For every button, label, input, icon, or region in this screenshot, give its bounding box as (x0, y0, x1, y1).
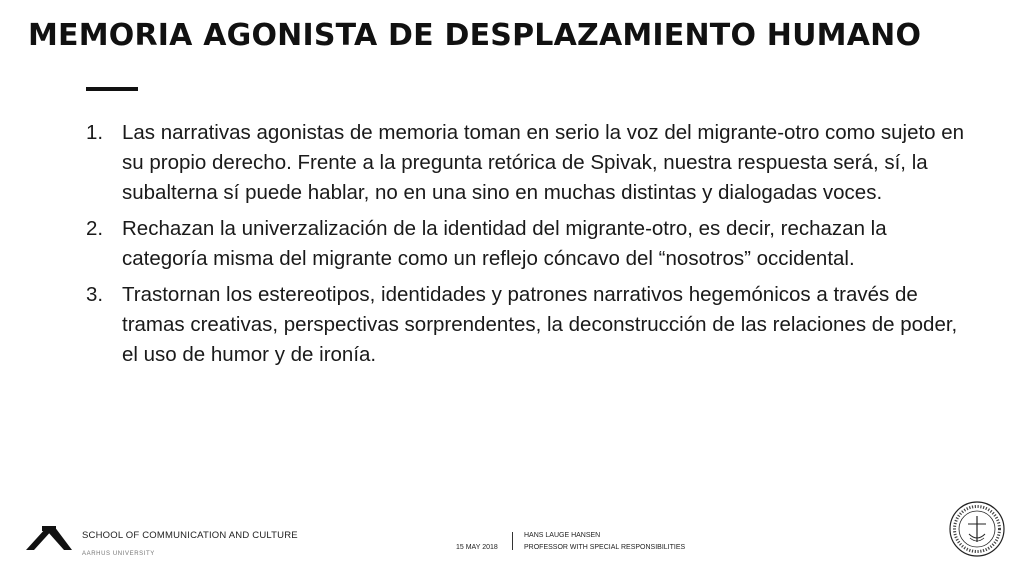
footer-university-name: AARHUS UNIVERSITY (82, 551, 155, 557)
slide-title: MEMORIA AGONISTA DE DESPLAZAMIENTO HUMANO (28, 18, 922, 53)
footer-presenter-name: HANS LAUGE HANSEN (524, 532, 601, 539)
list-item-number: 1. (86, 121, 104, 144)
footer-presenter-role: PROFESSOR WITH SPECIAL RESPONSIBILITIES (524, 544, 686, 551)
university-seal-icon (948, 500, 1006, 558)
aarhus-university-logo-icon (26, 522, 74, 550)
list-item-text: Trastornan los estereotipos, identidades y patrones narrativos hegemónicos a través de tramas creativas, perspectivas sorprendentes, la deconstrucción de las relaciones de poder, el uso de humor y de ironía. (122, 283, 958, 366)
footer-school-name: SCHOOL OF COMMUNICATION AND CULTURE (82, 530, 298, 541)
list-item-text: Las narrativas agonistas de memoria toman en serio la voz del migrante-otro como sujeto en su propio derecho. Frente a la pregunta retórica de Spivak, nuestra respuesta será, sí, la subalterna sí puede hablar, no en una sino en muchas distintas y dialogadas voces. (122, 121, 965, 204)
list-item-number: 3. (86, 283, 104, 306)
list-item (86, 118, 966, 208)
numbered-list (86, 118, 966, 376)
list-item (86, 280, 966, 370)
footer-divider (512, 532, 513, 550)
title-underline (86, 87, 138, 91)
list-item-number: 2. (86, 217, 104, 240)
footer-date: 15 MAY 2018 (456, 544, 498, 551)
list-item-text: Rechazan la univerzalización de la identidad del migrante-otro, es decir, rechazan la categoría misma del migrante como un reflejo cóncavo del “nosotros” occidental. (122, 217, 887, 270)
list-item (86, 214, 966, 274)
